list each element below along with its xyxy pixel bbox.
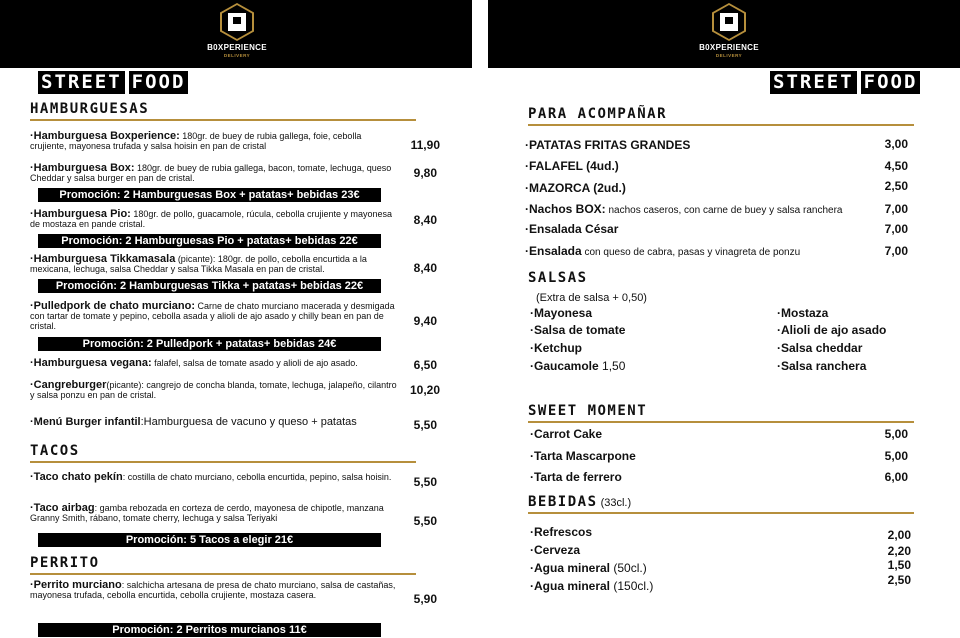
sauce-item: ·Salsa ranchera (777, 359, 867, 373)
item-price: 2,20 (887, 544, 911, 558)
street-word: STREET (38, 71, 125, 94)
item-price: 1,50 (887, 558, 911, 572)
street-food-title (770, 71, 920, 94)
menu-item: ·Hamburguesa vegana: falafel, salsa de tomate asado y alioli de ajo asado. (30, 357, 358, 369)
menu-item: ·Tarta de ferrero (530, 470, 622, 484)
menu-item: ·MAZORCA (2ud.) (525, 181, 626, 195)
item-price: 5,00 (884, 449, 908, 463)
sauce-item: ·Salsa de tomate (530, 323, 626, 337)
brand-name: B0XPERIENCE (699, 43, 759, 52)
item-price: 8,40 (413, 213, 437, 227)
item-price: 5,00 (884, 427, 908, 441)
menu-item: ·PATATAS FRITAS GRANDES (525, 138, 691, 152)
item-price: 6,00 (884, 470, 908, 484)
food-word: FOOD (861, 71, 921, 94)
promo-banner: Promoción: 2 Hamburguesas Pio + patatas+ bebidas 22€ (38, 234, 381, 248)
sauce-item: ·Salsa cheddar (777, 341, 863, 355)
item-price: 10,20 (409, 383, 440, 397)
menu-item: ·Agua mineral (50cl.) (530, 561, 647, 575)
item-price: 9,80 (413, 166, 437, 180)
menu-page-right (488, 0, 960, 638)
salsas-note: (Extra de salsa + 0,50) (536, 292, 647, 304)
street-food-title (38, 71, 188, 94)
menu-item: ·Taco chato pekín: costilla de chato murciano, cebolla encurtida, pepino, salsa hoisin. (30, 471, 392, 483)
item-price: 7,00 (884, 244, 908, 258)
section-title-perrito: PERRITO (30, 555, 100, 571)
menu-item: ·Refrescos (530, 525, 593, 539)
item-price: 11,90 (410, 138, 440, 152)
brand-logo (699, 3, 759, 67)
page-gap (472, 0, 488, 638)
menu-item: ·Ensalada con queso de cabra, pasas y vinagreta de ponzu (525, 244, 801, 258)
menu-item: ·Nachos BOX: nachos caseros, con carne de buey y salsa ranchera (525, 202, 843, 216)
item-price: 5,50 (413, 475, 437, 489)
menu-item: ·Cerveza (530, 543, 581, 557)
section-title-sweet: SWEET MOMENT (528, 403, 648, 419)
section-rule (30, 119, 416, 121)
item-price: 7,00 (884, 222, 908, 236)
menu-page-left (0, 0, 472, 638)
item-price: 2,50 (887, 573, 911, 587)
section-rule (30, 573, 416, 575)
section-rule (528, 124, 914, 126)
item-price: 7,00 (884, 202, 908, 216)
sauce-item: ·Mostaza (777, 306, 829, 320)
brand-tagline: DELIVERY (715, 53, 743, 58)
sauce-item: ·Mayonesa (530, 306, 593, 320)
promo-banner: Promoción: 2 Hamburguesas Tikka + patatas+ bebidas 22€ (38, 279, 381, 293)
item-price: 3,00 (884, 137, 908, 151)
menu-item: ·Perrito murciano: salchicha artesana de presa de chato murciano, salsa de castañas, mayonesa trufada, cebolla encurtida, cebolla crujiente, mostaza casera. (30, 579, 396, 600)
section-rule (528, 421, 914, 423)
section-title-tacos: TACOS (30, 443, 80, 459)
brand-tagline: DELIVERY (223, 53, 251, 58)
food-word: FOOD (129, 71, 189, 94)
promo-banner: Promoción: 5 Tacos a elegir 21€ (38, 533, 381, 547)
section-title-hamburguesas: HAMBURGUESAS (30, 101, 150, 117)
item-price: 5,90 (413, 592, 437, 606)
menu-item: ·Carrot Cake (530, 427, 603, 441)
section-title-salsas: SALSAS (528, 270, 588, 286)
sauce-item: ·Ketchup (530, 341, 582, 355)
item-price: 5,50 (413, 514, 437, 528)
menu-item: ·Ensalada César (525, 222, 619, 236)
brand-logo (207, 3, 267, 67)
item-price: 2,50 (884, 179, 908, 193)
item-price: 4,50 (884, 159, 908, 173)
promo-banner: Promoción: 2 Hamburguesas Box + patatas+ bebidas 23€ (38, 188, 381, 202)
brand-name: B0XPERIENCE (207, 43, 267, 52)
section-title-bebidas: BEBIDAS (33cl.) (528, 494, 632, 510)
promo-banner: Promoción: 2 Perritos murcianos 11€ (38, 623, 381, 637)
promo-banner: Promoción: 2 Pulledpork + patatas+ bebidas 24€ (38, 337, 381, 351)
item-price: 5,50 (413, 418, 437, 432)
menu-item: ·Pulledpork de chato murciano: Carne de chato murciano macerada y desmigada con tartar de tomate y pepino, cebolla asada y alioli de ajo asado y chilly bean en pan de cristal. (30, 300, 395, 331)
item-price: 8,40 (413, 261, 437, 275)
section-rule (30, 461, 416, 463)
item-price: 2,00 (887, 528, 911, 542)
menu-item: ·Hamburguesa Box: 180gr. de buey de rubia gallega, bacon, tomate, lechuga, queso Cheddar y salsa burger en pan de cristal. (30, 162, 392, 183)
menu-item: ·Hamburguesa Boxperience: 180gr. de buey de rubia gallega, foie, cebolla crujiente, mayonesa trufada y salsa hoisin en pan de cristal (30, 130, 362, 151)
menu-item: ·Agua mineral (150cl.) (530, 579, 654, 593)
sauce-item: ·Gaucamole 1,50 (530, 359, 626, 373)
section-title-acompanar: PARA ACOMPAÑAR (528, 106, 668, 122)
street-word: STREET (770, 71, 857, 94)
menu-item: ·FALAFEL (4ud.) (525, 159, 619, 173)
item-price: 9,40 (413, 314, 437, 328)
item-price: 6,50 (413, 358, 437, 372)
menu-item: ·Taco airbag: gamba rebozada en corteza de cerdo, mayonesa de chipotle, manzana Granny Smith, rábano, tomate cherry, lechuga y salsa Teriyaki (30, 502, 384, 523)
sauce-item: ·Alioli de ajo asado (777, 323, 887, 337)
menu-item: ·Hamburguesa Tikkamasala (picante): 180gr. de pollo, cebolla encurtida a la mexicana, lechuga, salsa Cheddar y salsa Tikka Masala en pan de cristal. (30, 253, 367, 274)
menu-item: ·Menú Burger infantil:Hamburguesa de vacuno y queso + patatas (30, 416, 357, 428)
menu-item: ·Cangreburger(picante): cangrejo de concha blanda, tomate, lechuga, jalapeño, cilantro y salsa ponzu en pan de cristal. (30, 379, 397, 400)
menu-item: ·Tarta Mascarpone (530, 449, 636, 463)
section-rule (528, 512, 914, 514)
menu-item: ·Hamburguesa Pio: 180gr. de pollo, guacamole, rúcula, cebolla crujiente y mayonesa de mostaza en pande cristal. (30, 208, 393, 229)
